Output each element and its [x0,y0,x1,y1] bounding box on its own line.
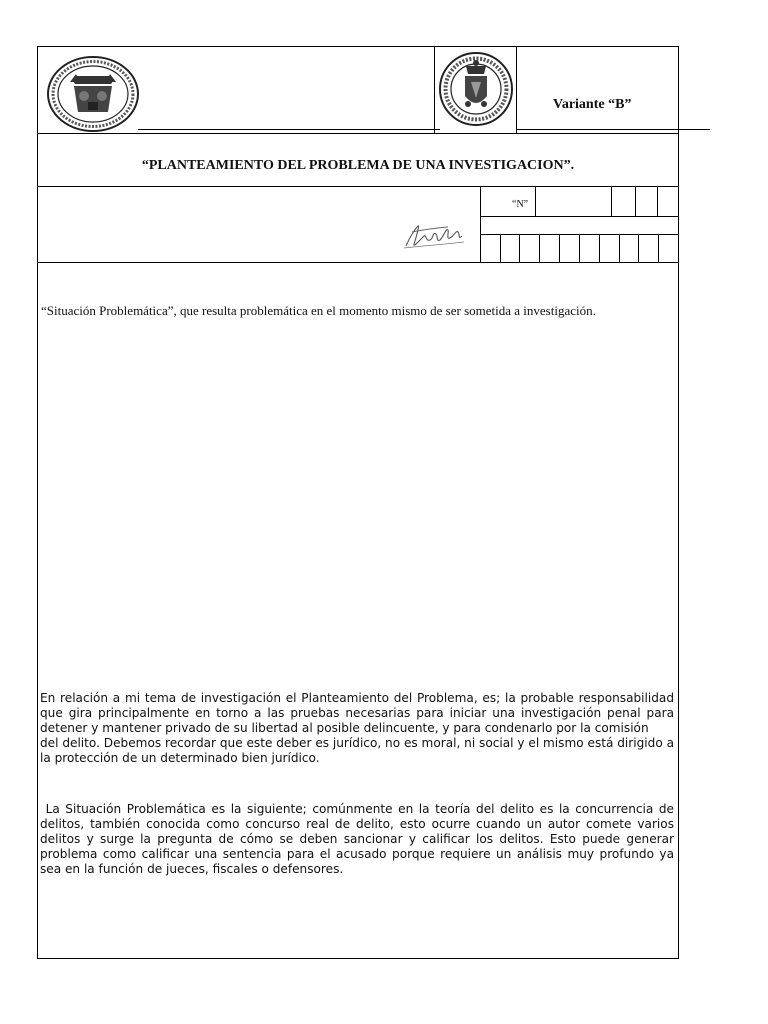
title-bottom-rule [37,186,679,187]
grid-cell-divider-4 [559,234,560,262]
n-label: “N” [512,199,529,210]
header-divider-left [434,46,435,134]
university-seal-icon [44,54,142,134]
grid-n-divider [535,186,536,216]
info-box-bottom-rule [37,262,679,263]
grid-top-divider-3 [657,186,658,216]
grid-left-border [480,186,481,262]
header-signature-line-right [516,129,710,130]
grid-top-divider-2 [635,186,636,216]
grid-cell-divider-3 [539,234,540,262]
faculty-seal-icon [438,46,514,132]
grid-cell-divider-8 [638,234,639,262]
paragraph-1-part-b: del delito. Debemos recordar que este deber es jurídico, no es moral, ni social y el mismo está dirigido a la protección de un determinado bien jurídico. [40,736,674,765]
header-divider-right [516,46,517,134]
document-title: “PLANTEAMIENTO DEL PROBLEMA DE UNA INVESTIGACION”. [141,158,575,173]
situacion-problematica-line: “Situación Problemática”, que resulta problemática en el momento mismo de ser sometida a investigación. [41,303,596,318]
grid-cell-divider-7 [619,234,620,262]
paragraph-1-part-a: En relación a mi tema de investigación el Planteamiento del Problema, es; la probable responsabilidad que gira principalmente en torno a las pruebas necesarias para iniciar una investigación penal para detener y mantener privado de su libertad al posible delincuente, y para condenarlo por la comisión [40,691,674,735]
paragraph-planteamiento [40,691,674,766]
header-signature-line-left [138,129,440,130]
paragraph-situacion [40,802,678,877]
grid-cell-divider-6 [599,234,600,262]
grid-cell-divider-2 [519,234,520,262]
variant-label: Variante “B” [553,97,632,112]
grid-cell-divider-1 [500,234,501,262]
grid-cell-divider-5 [579,234,580,262]
grid-cell-divider-9 [658,234,659,262]
handwritten-signature-icon [402,218,468,252]
grid-top-divider-1 [611,186,612,216]
paragraph-2-text: La Situación Problemática es la siguiente; comúnmente en la teoría del delito es la concurrencia de delitos, también conocida como concurso real de delito, esto ocurre cuando un autor comete varios delitos y surge la pregunta de cómo se deben sancionar y calificar los delitos. Esto puede generar problema como calificar una sentencia para el acusado porque requiere un análisis muy profundo ya sea en la función de jueces, fiscales o defensores. [40,802,678,876]
grid-row-rule-1 [480,216,679,217]
